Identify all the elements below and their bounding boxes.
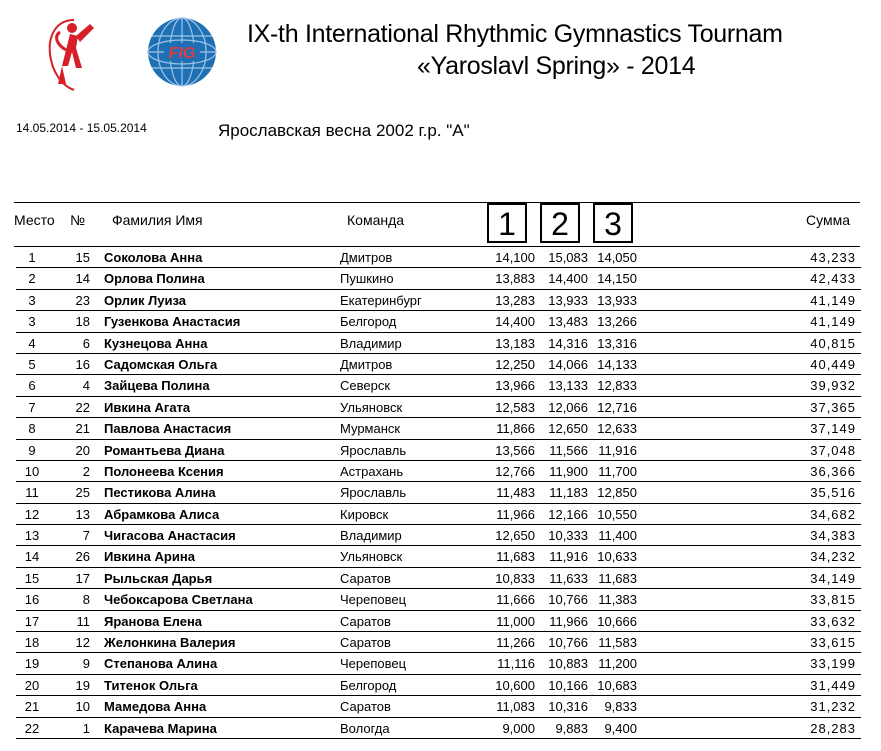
cell-sum: 40,449 (810, 356, 856, 372)
cell-s3: 11,916 (598, 442, 637, 458)
cell-s2: 10,766 (548, 635, 588, 651)
cell-s1: 9,000 (502, 720, 535, 736)
fig-globe-logo-icon (146, 16, 218, 88)
cell-team: Владимир (340, 335, 402, 351)
cell-name: Садомская Ольга (104, 356, 218, 372)
cell-name: Степанова Алина (104, 656, 218, 672)
cell-name: Ивкина Агата (104, 399, 191, 415)
cell-sum: 41,149 (810, 292, 856, 308)
cell-num: 21 (75, 421, 90, 437)
cell-name: Гузенкова Анастасия (104, 314, 241, 330)
cell-s2: 14,400 (548, 271, 588, 287)
cell-s3: 13,933 (597, 292, 637, 308)
cell-s2: 13,933 (548, 292, 588, 308)
header-judge-1: 1 (487, 203, 527, 243)
cell-s1: 11,483 (496, 485, 535, 501)
cell-team: Дмитров (340, 250, 393, 265)
cell-s2: 11,183 (549, 485, 588, 501)
cell-place: 14 (24, 549, 40, 565)
cell-sum: 40,815 (810, 335, 856, 351)
cell-s1: 11,866 (496, 421, 535, 437)
cell-s3: 14,150 (597, 271, 637, 287)
cell-place: 3 (28, 314, 36, 330)
table-row (0, 504, 881, 525)
table-row (0, 632, 881, 653)
cell-team: Ярославль (340, 485, 407, 501)
cell-name: Абрамкова Алиса (104, 506, 220, 522)
cell-s2: 14,066 (548, 356, 588, 372)
cell-s3: 10,550 (597, 506, 637, 522)
table-row (0, 290, 881, 311)
cell-s2: 11,633 (549, 570, 588, 586)
cell-s3: 14,133 (597, 356, 637, 372)
cell-place: 17 (24, 613, 40, 629)
cell-s1: 13,183 (495, 335, 535, 351)
category-subtitle: Ярославская весна 2002 г.р. "А" (218, 121, 470, 140)
cell-place: 20 (24, 677, 40, 693)
cell-place: 22 (24, 720, 40, 736)
cell-num: 10 (75, 699, 90, 715)
header-place: Место (14, 212, 55, 228)
cell-s3: 13,316 (597, 335, 637, 351)
cell-s3: 11,200 (598, 656, 637, 672)
results-table (0, 247, 881, 739)
header-sum: Сумма (806, 212, 850, 228)
table-row (0, 461, 881, 482)
cell-name: Карачева Марина (104, 720, 217, 736)
cell-s3: 11,383 (598, 592, 637, 608)
cell-num: 25 (75, 485, 90, 501)
table-row (0, 354, 881, 375)
cell-team: Кировск (340, 506, 389, 522)
cell-name: Кузнецова Анна (104, 335, 208, 351)
cell-s3: 10,666 (597, 613, 637, 629)
cell-name: Романтьева Диана (104, 442, 225, 458)
table-row (0, 525, 881, 546)
cell-place: 6 (28, 378, 36, 394)
cell-sum: 33,615 (810, 635, 856, 651)
cell-s1: 13,966 (495, 378, 535, 394)
cell-s1: 11,083 (496, 699, 535, 715)
fig-logo-text: FIG (168, 45, 196, 62)
cell-team: Ульяновск (340, 399, 403, 415)
cell-s2: 11,566 (549, 442, 588, 458)
cell-num: 14 (75, 271, 90, 287)
cell-place: 9 (28, 442, 36, 458)
cell-s1: 11,266 (496, 635, 535, 651)
table-row (0, 653, 881, 674)
cell-s3: 11,683 (598, 570, 637, 586)
table-row (0, 440, 881, 461)
cell-team: Астрахань (340, 463, 404, 479)
cell-s3: 12,850 (597, 485, 637, 501)
cell-place: 12 (24, 506, 40, 522)
table-row (0, 568, 881, 589)
cell-s2: 12,166 (548, 506, 588, 522)
cell-s3: 9,833 (604, 699, 637, 715)
cell-team: Ярославль (340, 442, 407, 458)
cell-team: Екатеринбург (340, 292, 422, 308)
cell-num: 9 (82, 656, 90, 672)
cell-name: Пестикова Алина (104, 485, 216, 501)
cell-num: 1 (82, 720, 90, 736)
cell-s3: 11,700 (598, 463, 637, 479)
cell-s1: 12,583 (495, 399, 535, 415)
cell-team: Саратов (340, 613, 391, 629)
cell-s2: 14,316 (548, 335, 588, 351)
cell-s3: 9,400 (604, 720, 637, 736)
header-team: Команда (347, 212, 405, 228)
cell-num: 19 (75, 677, 90, 693)
table-row (0, 675, 881, 696)
cell-num: 15 (75, 250, 90, 265)
cell-s2: 15,083 (548, 250, 588, 265)
table-row (0, 375, 881, 396)
cell-sum: 42,433 (810, 271, 856, 287)
cell-place: 5 (28, 356, 36, 372)
header-judge-2: 2 (540, 203, 580, 243)
cell-s1: 10,600 (495, 677, 535, 693)
cell-num: 11 (76, 613, 90, 629)
cell-sum: 31,449 (810, 677, 856, 693)
cell-s1: 12,250 (495, 356, 535, 372)
cell-sum: 34,682 (810, 506, 856, 522)
cell-place: 3 (28, 292, 36, 308)
table-row (0, 482, 881, 503)
cell-s3: 13,266 (597, 314, 637, 330)
cell-team: Ульяновск (340, 549, 403, 565)
page-title (247, 18, 867, 82)
header-name: Фамилия Имя (112, 212, 203, 228)
cell-team: Белгород (340, 677, 397, 693)
cell-s3: 14,050 (597, 250, 637, 265)
cell-team: Саратов (340, 635, 391, 651)
cell-s3: 12,633 (597, 421, 637, 437)
cell-name: Орлова Полина (104, 271, 205, 287)
cell-sum: 34,383 (810, 528, 856, 544)
cell-name: Орлик Луиза (104, 292, 186, 308)
cell-team: Владимир (340, 528, 402, 544)
cell-sum: 34,232 (810, 549, 856, 565)
table-row (0, 397, 881, 418)
cell-place: 16 (24, 592, 40, 608)
cell-sum: 35,516 (810, 485, 856, 501)
cell-sum: 36,366 (810, 463, 856, 479)
table-row (0, 311, 881, 332)
cell-name: Чебоксарова Светлана (104, 592, 253, 608)
cell-s2: 10,766 (548, 592, 588, 608)
cell-name: Мамедова Анна (104, 699, 207, 715)
cell-s2: 13,133 (548, 378, 588, 394)
cell-name: Соколова Анна (104, 250, 203, 265)
cell-team: Северск (340, 378, 391, 394)
cell-s3: 10,683 (597, 677, 637, 693)
cell-s2: 12,066 (548, 399, 588, 415)
cell-name: Рыльская Дарья (104, 570, 213, 586)
cell-num: 23 (75, 292, 90, 308)
cell-s1: 10,833 (495, 570, 535, 586)
table-row (0, 718, 881, 739)
cell-s1: 11,116 (497, 656, 535, 672)
cell-s1: 12,766 (495, 463, 535, 479)
table-row (0, 247, 881, 268)
event-dates: 14.05.2014 - 15.05.2014 (16, 121, 147, 135)
cell-sum: 34,149 (810, 570, 856, 586)
table-row (0, 418, 881, 439)
cell-place: 19 (24, 656, 40, 672)
cell-num: 13 (75, 506, 90, 522)
title-line-2: «Yaroslavl Spring» - 2014 (417, 52, 696, 80)
cell-place: 8 (28, 421, 36, 437)
cell-name: Павлова Анастасия (104, 421, 232, 437)
cell-place: 13 (24, 528, 40, 544)
cell-sum: 37,365 (810, 399, 856, 415)
table-row (0, 589, 881, 610)
cell-s3: 12,833 (597, 378, 637, 394)
cell-team: Пушкино (340, 271, 394, 287)
cell-sum: 31,232 (810, 699, 856, 715)
table-row (0, 268, 881, 289)
cell-num: 22 (75, 399, 90, 415)
cell-name: Чигасова Анастасия (104, 528, 236, 544)
table-row (0, 546, 881, 567)
cell-sum: 33,815 (810, 592, 856, 608)
table-row (0, 611, 881, 632)
cell-name: Зайцева Полина (104, 378, 210, 394)
cell-place: 11 (25, 485, 39, 501)
cell-team: Белгород (340, 314, 397, 330)
table-row (0, 696, 881, 717)
cell-s2: 9,883 (555, 720, 588, 736)
cell-s2: 12,650 (548, 421, 588, 437)
cell-sum: 39,932 (810, 378, 856, 394)
cell-team: Дмитров (340, 356, 393, 372)
cell-num: 26 (75, 549, 90, 565)
cell-s1: 11,683 (496, 549, 535, 565)
cell-s1: 11,966 (496, 506, 535, 522)
cell-s2: 10,316 (548, 699, 588, 715)
cell-place: 18 (24, 635, 40, 651)
cell-num: 8 (82, 592, 90, 608)
cell-s1: 11,000 (496, 613, 535, 629)
cell-num: 6 (82, 335, 90, 351)
cell-place: 7 (28, 399, 36, 415)
cell-team: Саратов (340, 570, 391, 586)
cell-num: 16 (75, 356, 90, 372)
cell-num: 7 (82, 528, 90, 544)
cell-team: Вологда (340, 720, 390, 736)
cell-num: 18 (75, 314, 90, 330)
cell-team: Череповец (340, 592, 407, 608)
cell-num: 2 (82, 463, 90, 479)
cell-sum: 33,199 (810, 656, 856, 672)
cell-s2: 11,900 (549, 463, 588, 479)
cell-team: Мурманск (340, 421, 401, 437)
cell-place: 10 (24, 463, 40, 479)
cell-place: 15 (24, 570, 40, 586)
cell-place: 2 (28, 271, 36, 287)
cell-sum: 28,283 (810, 720, 856, 736)
cell-s2: 11,966 (549, 613, 588, 629)
cell-team: Череповец (340, 656, 407, 672)
cell-place: 4 (28, 335, 36, 351)
cell-s2: 11,916 (549, 549, 588, 565)
cell-s3: 11,583 (598, 635, 637, 651)
cell-sum: 41,149 (810, 314, 856, 330)
cell-s2: 10,333 (548, 528, 588, 544)
header-top-rule (14, 202, 860, 203)
cell-s2: 10,166 (548, 677, 588, 693)
cell-name: Ивкина Арина (104, 549, 195, 565)
cell-s1: 13,883 (495, 271, 535, 287)
cell-s1: 11,666 (496, 592, 535, 608)
cell-num: 12 (75, 635, 90, 651)
cell-s1: 14,400 (495, 314, 535, 330)
cell-num: 17 (75, 570, 90, 586)
cell-name: Полонеева Ксения (104, 463, 224, 479)
cell-name: Яранова Елена (104, 613, 203, 629)
cell-sum: 43,233 (810, 250, 856, 265)
cell-sum: 33,632 (810, 613, 856, 629)
cell-num: 20 (75, 442, 90, 458)
cell-s3: 11,400 (598, 528, 637, 544)
cell-s3: 10,633 (597, 549, 637, 565)
cell-num: 4 (82, 378, 90, 394)
title-line-1: IX-th International Rhythmic Gymnastics Tournam (247, 20, 783, 48)
cell-team: Саратов (340, 699, 391, 715)
cell-s3: 12,716 (597, 399, 637, 415)
cell-place: 21 (24, 699, 40, 715)
cell-s2: 13,483 (548, 314, 588, 330)
cell-place: 1 (28, 250, 36, 265)
cell-sum: 37,149 (810, 421, 856, 437)
gymnast-logo-icon (38, 14, 110, 94)
cell-s1: 12,650 (495, 528, 535, 544)
header-judge-3: 3 (593, 203, 633, 243)
header-num: № (70, 212, 86, 228)
cell-sum: 37,048 (810, 442, 856, 458)
table-row (0, 333, 881, 354)
cell-s1: 13,566 (495, 442, 535, 458)
cell-s2: 10,883 (548, 656, 588, 672)
cell-name: Желонкина Валерия (104, 635, 236, 651)
cell-s1: 14,100 (495, 250, 535, 265)
cell-name: Титенок Ольга (104, 677, 198, 693)
cell-s1: 13,283 (495, 292, 535, 308)
